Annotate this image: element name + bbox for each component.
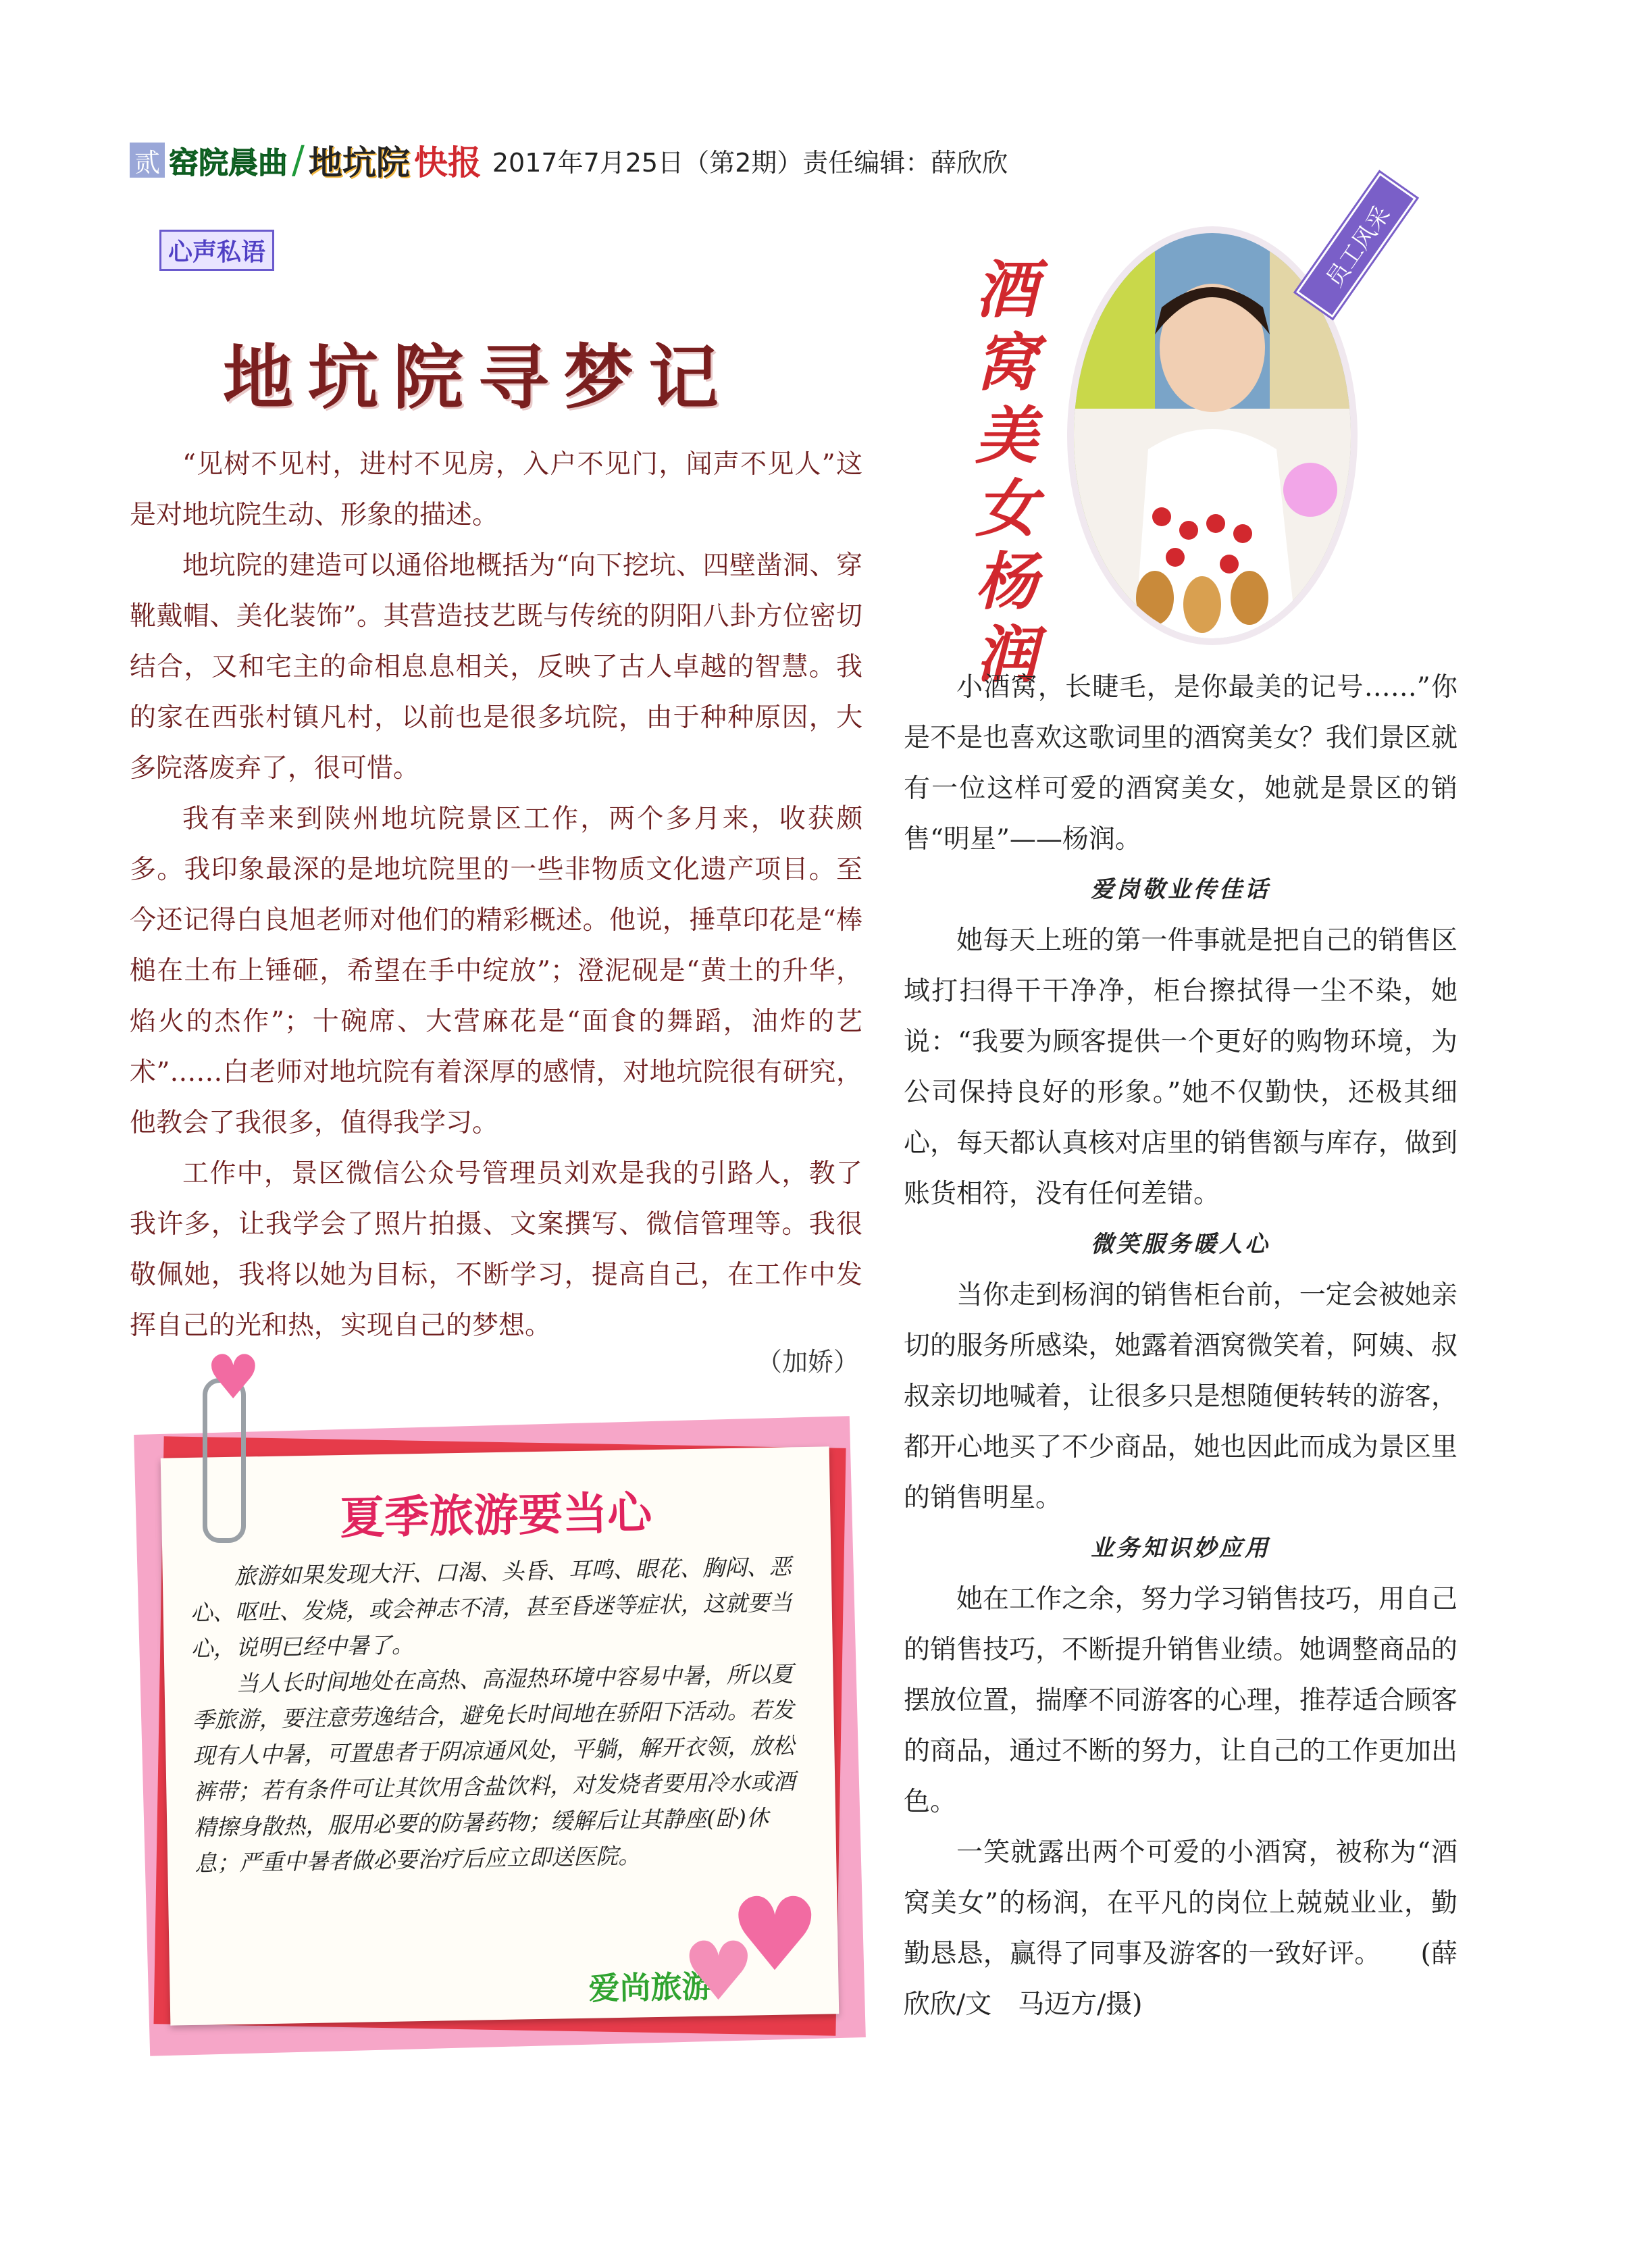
note-card-body: [189, 1548, 802, 1881]
article-body: [130, 439, 862, 1351]
masthead: [130, 138, 1008, 182]
note-card-brand: 爱尚旅游: [588, 1968, 713, 2007]
note-card-paragraph: 当人长时间地处在高热、高湿热环境中容易中暑，所以夏季旅游，要注意劳逸结合，避免长时间地在骄阳下活动。若发现有人中暑，可置患者于阴凉通风处，平躺，解开衣领，放松裤带；若有条件可让其饮用含盐饮料，对发烧者要用冷水或酒精擦身散热，服用必要的防暑药物；缓解后让其静座(卧)休息；严重中暑者做必要治疗后应立即送医院。: [192, 1660, 796, 1877]
article-paragraph: 地坑院的建造可以通俗地概括为“向下挖坑、四壁凿洞、穿靴戴帽、美化装饰”。其营造技艺既与传统的阴阳八卦方位密切结合，又和宅主的命相息息相关，反映了古人卓越的智慧。我的家在西张村镇凡村，以前也是很多坑院，由于种种原因，大多院落废弃了，很可惜。: [130, 551, 862, 784]
article-paragraph: 工作中，景区微信公众号管理员刘欢是我的引路人，教了我许多，让我学会了照片拍摄、文案撰写、微信管理等。我很敬佩她，我将以她为目标，不断学习，提高自己，在工作中发挥自己的光和热，实现自己的梦想。: [130, 1158, 862, 1341]
note-card-title: 夏季旅游要当心: [339, 1487, 652, 1545]
section-tag: 心声私语: [159, 230, 274, 271]
staff-spotlight-tag: 员工风采: [1296, 173, 1416, 318]
heart-icon: ♥: [682, 1925, 755, 2019]
profile-paragraph: 小酒窝，长睫毛，是你最美的记号……”你是不是也喜欢这歌词里的酒窝美女？我们景区就有一位这样可爱的酒窝美女，她就是景区的销售“明星”——杨润。: [904, 672, 1457, 855]
issue-badge: 贰: [130, 143, 165, 178]
article-title: 地坑院寻梦记: [223, 336, 734, 419]
profile-body: [904, 662, 1457, 2030]
profile-heading: 业务知识妙应用: [1091, 1535, 1270, 1562]
profile-heading: 爱岗敬业传佳话: [1091, 876, 1270, 903]
profile-heading: 微笑服务暖人心: [1091, 1231, 1270, 1258]
issue-date-editor: 2017年7月25日（第2期）责任编辑：薛欣欣: [492, 147, 1008, 178]
profile-closing: 一笑就露出两个可爱的小酒窝，被称为“酒窝美女”的杨润，在平凡的岗位上兢兢业业，勤勤恳恳，赢得了同事及游客的一致好评。: [904, 1837, 1457, 1969]
note-card-paragraph: 旅游如果发现大汗、口渴、头昏、耳鸣、眼花、胸闷、恶心、呕吐、发烧，或会神志不清，甚至昏迷等症状，这就要当心，说明已经中暑了。: [190, 1553, 792, 1662]
article-paragraph: “见树不见村，进村不见房，入户不见门，闻声不见人”这是对地坑院生动、形象的描述。: [130, 449, 862, 530]
article-author: （加娇）: [756, 1347, 860, 1377]
article-paragraph: 我有幸来到陕州地坑院景区工作，两个多月来，收获颇多。我印象最深的是地坑院里的一些非物质文化遗产项目。至今还记得白良旭老师对他们的精彩概述。他说，捶草印花是“棒槌在土布上锤砸，希望在手中绽放”；澄泥砚是“黄土的升华，焰火的杰作”；十碗席、大营麻花是“面食的舞蹈，油炸的艺术”……白老师对地坑院有着深厚的感情，对地坑院很有研究，他教会了我很多，值得我学习。: [130, 804, 862, 1138]
masthead-title-accent: 快报: [413, 143, 482, 182]
masthead-brand: 窑院晨曲: [169, 146, 288, 180]
masthead-title: 地坑院: [308, 143, 410, 182]
heart-icon: ♥: [206, 1342, 261, 1413]
heart-icon: ♥: [729, 1877, 821, 1994]
profile-vertical-title: 酒 窝 美 女 杨 润: [975, 253, 1037, 691]
profile-paragraph: [904, 1827, 1457, 2030]
profile-paragraph: 当你走到杨润的销售柜台前，一定会被她亲切的服务所感染，她露着酒窝微笑着，阿姨、叔叔亲切地喊着，让很多只是想随便转转的游客，都开心地买了不少商品，她也因此而成为景区里的销售明星。: [904, 1280, 1457, 1513]
profile-credit: (薛欣欣/文 马迈方/摄): [904, 1939, 1457, 2020]
profile-paragraph: 她每天上班的第一件事就是把自己的销售区域打扫得干干净净，柜台擦拭得一尘不染，她说：“我要为顾客提供一个更好的购物环境，为公司保持良好的形象。”她不仅勤快，还极其细心，每天都认真核对店里的销售额与库存，做到账货相符，没有任何差错。: [904, 925, 1457, 1209]
masthead-slash: /: [292, 138, 305, 182]
profile-paragraph: 她在工作之余，努力学习销售技巧，用自己的销售技巧，不断提升销售业绩。她调整商品的摆放位置，揣摩不同游客的心理，推荐适合顾客的商品，通过不断的努力，让自己的工作更加出色。: [904, 1584, 1457, 1817]
